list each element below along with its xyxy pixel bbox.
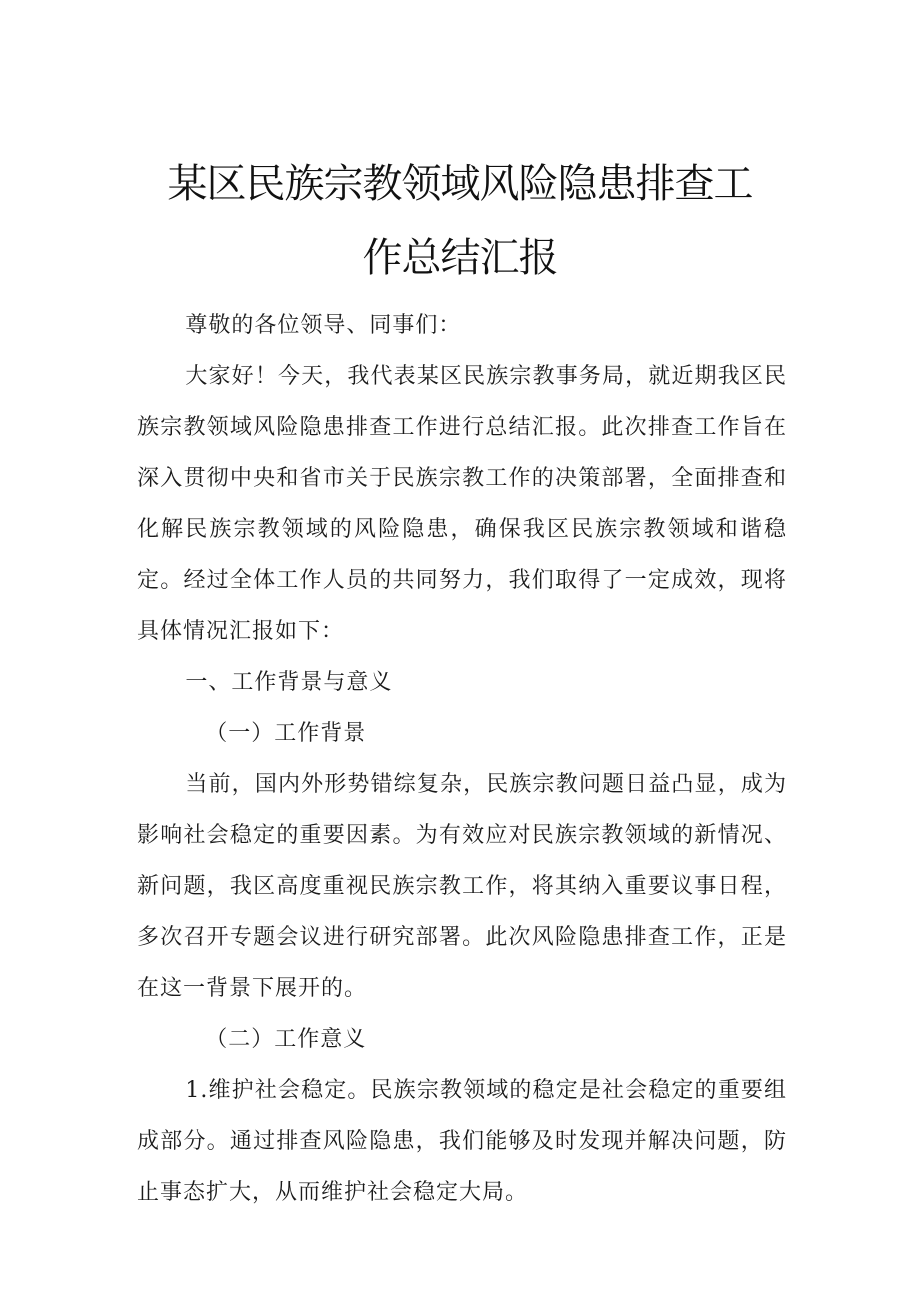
item-1-paragraph: 1.维护社会稳定。民族宗教领域的稳定是社会稳定的重要组成部分。通过排查风险隐患，我们能够及时发现并解决问题，防止事态扩大，从而维护社会稳定大局。 — [137, 1078, 787, 1205]
section-1-heading: 一、工作背景与意义 — [185, 670, 393, 695]
subsection-1-heading: （一）工作背景 — [205, 721, 367, 746]
subsection-1-paragraph: 当前，国内外形势错综复杂，民族宗教问题日益凸显，成为影响社会稳定的重要因素。为有效应对民族宗教领域的新情况、新问题，我区高度重视民族宗教工作，将其纳入重要议事日程，多次召开专题会议进行研究部署。此次风险隐患排查工作，正是在这一背景下展开的。 — [137, 772, 787, 1001]
intro-paragraph: 大家好！今天，我代表某区民族宗教事务局，就近期我区民族宗教领域风险隐患排查工作进行总结汇报。此次排查工作旨在深入贯彻中央和省市关于民族宗教工作的决策部署，全面排查和化解民族宗教领域的风险隐患，确保我区民族宗教领域和谐稳定。经过全体工作人员的共同努力，我们取得了一定成效，现将具体情况汇报如下： — [137, 364, 787, 644]
subsection-2-heading: （二）工作意义 — [205, 1027, 367, 1052]
document-title-line-1: 某区民族宗教领域风险隐患排查工 — [167, 161, 753, 207]
document-body — [137, 300, 787, 1218]
document-title-line-2: 作总结汇报 — [362, 235, 558, 281]
salutation: 尊敬的各位领导、同事们： — [185, 313, 462, 338]
